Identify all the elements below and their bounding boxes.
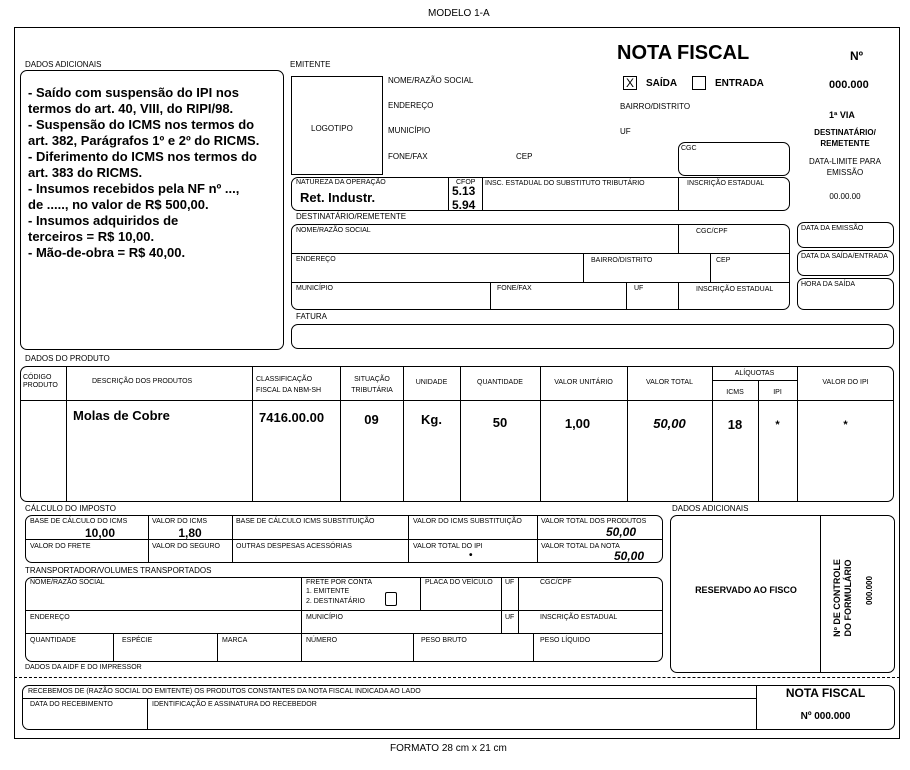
da-line: - Diferimento do ICMS nos termos do [28,149,257,164]
da-line: - Suspensão do ICMS nos termos do [28,117,255,132]
col-situacao: SITUAÇÃO TRIBUTÁRIA [351,376,393,394]
transp-especie-label: ESPÉCIE [122,637,153,644]
emitente-nome-label: NOME/RAZÃO SOCIAL [388,76,474,85]
da-line: - Mão-de-obra = R$ 40,00. [28,245,186,260]
da-line: art. 382, Parágrafos 1º e 2º do RICMS. [28,133,260,148]
calculo-label: CÁLCULO DO IMPOSTO [25,504,116,513]
col-quantidade: QUANTIDADE [477,379,523,386]
col-valor-unitario: VALOR UNITÁRIO [554,379,613,386]
fatura-box [291,324,894,349]
dest-nome-label: NOME/RAZÃO SOCIAL [296,227,371,234]
controle-formulario-label: Nº DE CONTROLE DO FORMULÁRIO [832,559,853,637]
valor-frete-label: VALOR DO FRETE [30,543,91,550]
natureza-value: Ret. Industr. [300,190,376,205]
produto-ipi: * [775,419,780,431]
produto-valor-ipi: * [843,419,848,431]
valor-icms-label: VALOR DO ICMS [152,518,208,525]
saida-checkbox[interactable]: X [623,76,637,90]
transp-uf-label: UF [505,579,515,586]
emitente-bairro-label: BAIRRO/DISTRITO [620,102,691,111]
data-limite-value: 00.00.00 [829,192,861,201]
identificacao-label: IDENTIFICAÇÃO E ASSINATURA DO RECEBEDOR [152,701,317,708]
transp-municipio-label: MUNICÍPIO [306,614,343,621]
hora-saida-label: HORA DA SAÍDA [801,281,856,288]
cgc-label: CGC [681,145,697,152]
valor-produtos-label: VALOR TOTAL DOS PRODUTOS [541,518,647,525]
da-line: art. 383 do RICMS. [28,165,143,180]
col-descricao: DESCRIÇÃO DOS PRODUTOS [92,378,193,385]
valor-ipi-total-value: • [469,550,473,561]
da-line: termos do art. 40, VIII, do RIPI/98. [28,101,234,116]
dest-fone-label: FONE/FAX [497,285,532,292]
via-destinatario: DESTINATÁRIO/ REMETENTE [814,128,876,148]
transp-numero-label: NÚMERO [306,637,338,644]
produto-situacao: 09 [364,412,379,427]
frete-conta-label: FRETE POR CONTA [306,579,372,586]
dest-municipio-label: MUNICÍPIO [296,285,333,292]
col-aliquotas: ALÍQUOTAS [734,370,775,377]
aidf-label: DADOS DA AIDF E DO IMPRESSOR [25,664,142,671]
cfop-value-2: 5.94 [452,198,476,212]
fatura-label: FATURA [296,312,327,321]
reservado-fisco-label: RESERVADO AO FISCO [695,585,797,595]
transportador-label: TRANSPORTADOR/VOLUMES TRANSPORTADOS [25,566,212,575]
dest-insc-label: INSCRIÇÃO ESTADUAL [696,286,774,293]
valor-nota-label: VALOR TOTAL DA NOTA [541,543,620,550]
col-icms: ICMS [726,389,744,396]
da-line: - Saído com suspensão do IPI nos [28,85,239,100]
emitente-municipio-label: MUNICÍPIO [388,126,431,135]
emitente-label: EMITENTE [290,60,331,69]
emitente-endereco-label: ENDEREÇO [388,101,434,110]
produto-valor-total: 50,00 [653,416,686,431]
da-line: terceiros = R$ 10,00. [28,229,155,244]
peso-liquido-label: PESO LÍQUIDO [540,637,591,644]
base-icms-value: 10,00 [84,526,116,540]
frete-checkbox[interactable] [385,592,397,606]
peso-bruto-label: PESO BRUTO [421,637,467,644]
transp-nome-label: NOME/RAZÃO SOCIAL [30,579,105,586]
da-line: - Insumos recebidos pela NF nº ..., [28,181,240,196]
frete-emitente-label: 1. EMITENTE [306,588,350,595]
canhoto-nf-numero: Nº 000.000 [800,711,851,722]
transp-quantidade-label: QUANTIDADE [30,637,76,644]
nf-number: 000.000 [829,79,869,91]
dest-endereco-label: ENDEREÇO [296,256,336,263]
entrada-label: ENTRADA [715,78,764,89]
produto-valor-unitario: 1,00 [564,416,591,431]
data-emissao-label: DATA DA EMISSÃO [801,225,864,232]
transp-endereco-label: ENDEREÇO [30,614,70,621]
valor-produtos-value: 50,00 [606,525,637,539]
transp-cgc-label: CGC/CPF [540,579,572,586]
produto-descricao: Molas de Cobre [73,408,170,423]
col-unidade: UNIDADE [415,379,448,386]
saida-label: SAÍDA [646,78,678,89]
formato-label: FORMATO 28 cm x 21 cm [390,743,507,754]
placa-label: PLACA DO VEÍCULO [425,579,493,586]
col-valor-total: VALOR TOTAL [646,379,693,386]
produto-icms: 18 [727,417,743,432]
dados-adicionais-text [28,85,283,261]
dest-bairro-label: BAIRRO/DISTRITO [591,257,653,264]
produto-unidade: Kg. [421,412,442,427]
valor-ipi-total-label: VALOR TOTAL DO IPI [413,543,483,550]
data-saida-label: DATA DA SAÍDA/ENTRADA [801,253,888,260]
base-icms-label: BASE DE CÁLCULO DO ICMS [30,518,128,525]
destinatario-box [291,224,790,310]
dados-adicionais-2-label: DADOS ADICIONAIS [672,504,749,513]
valor-seguro-label: VALOR DO SEGURO [152,543,220,550]
data-recebimento-label: DATA DO RECEBIMENTO [30,701,113,708]
dest-uf-label: UF [634,285,644,292]
col-codigo: CÓDIGO PRODUTO [23,374,58,389]
destinatario-label: DESTINATÁRIO/REMETENTE [296,212,407,221]
valor-icms-value: 1,80 [178,526,202,540]
canhoto-nf-title: NOTA FISCAL [785,686,866,700]
da-line: - Insumos adquiridos de [28,213,179,228]
emitente-uf-label: UF [620,127,631,136]
via-label: 1ª VIA [829,110,855,120]
dest-cgc-label: CGC/CPF [696,228,728,235]
data-limite-label: DATA-LIMITE PARA EMISSÃO [808,157,881,177]
insc-substituto-label: INSC. ESTADUAL DO SUBSTITUTO TRIBUTÁRIO [485,180,645,187]
outras-despesas-label: OUTRAS DESPESAS ACESSÓRIAS [236,543,352,550]
dados-produto-label: DADOS DO PRODUTO [25,354,110,363]
transp-insc-label: INSCRIÇÃO ESTADUAL [540,614,618,621]
logotipo-label: LOGOTIPO [311,124,353,133]
modelo-label: MODELO 1-A [428,8,490,19]
frete-destinatario-label: 2. DESTINATÁRIO [306,598,365,605]
cfop-value-1: 5.13 [452,184,476,198]
recebemos-label: RECEBEMOS DE (RAZÃO SOCIAL DO EMITENTE) OS PRODUTOS CONSTANTES DA NOTA FISCAL INDICADA AO LADO [28,688,421,695]
col-classificacao: CLASSIFICAÇÃO FISCAL DA NBM-SH [256,376,322,394]
nota-fiscal-title: NOTA FISCAL [617,42,750,64]
emitente-fone-label: FONE/FAX [388,152,428,161]
natureza-label: NATUREZA DA OPERAÇÃO [296,179,386,186]
produto-classificacao: 7416.00.00 [259,410,325,425]
insc-estadual-label: INSCRIÇÃO ESTADUAL [687,180,765,187]
transp-marca-label: MARCA [222,637,248,644]
base-subst-label: BASE DE CÁLCULO ICMS SUBSTITUIÇÃO [236,518,375,525]
nf-number-label: Nº [850,49,864,63]
da-line: de ....., no valor de R$ 500,00. [28,197,209,212]
dados-adicionais-label: DADOS ADICIONAIS [25,60,102,69]
transp-uf2-label: UF [505,614,515,621]
entrada-checkbox[interactable] [692,76,706,90]
valor-nota-value: 50,00 [614,549,645,563]
dest-cep-label: CEP [716,257,731,264]
col-valor-ipi: VALOR DO IPI [822,379,869,386]
emitente-cep-label: CEP [516,152,533,161]
produto-quantidade: 50 [492,415,508,430]
col-ipi: IPI [773,389,782,396]
valor-subst-label: VALOR DO ICMS SUBSTITUIÇÃO [413,518,522,525]
cfop-label: CFOP [456,179,476,186]
controle-formulario-value: 000.000 [864,576,874,605]
